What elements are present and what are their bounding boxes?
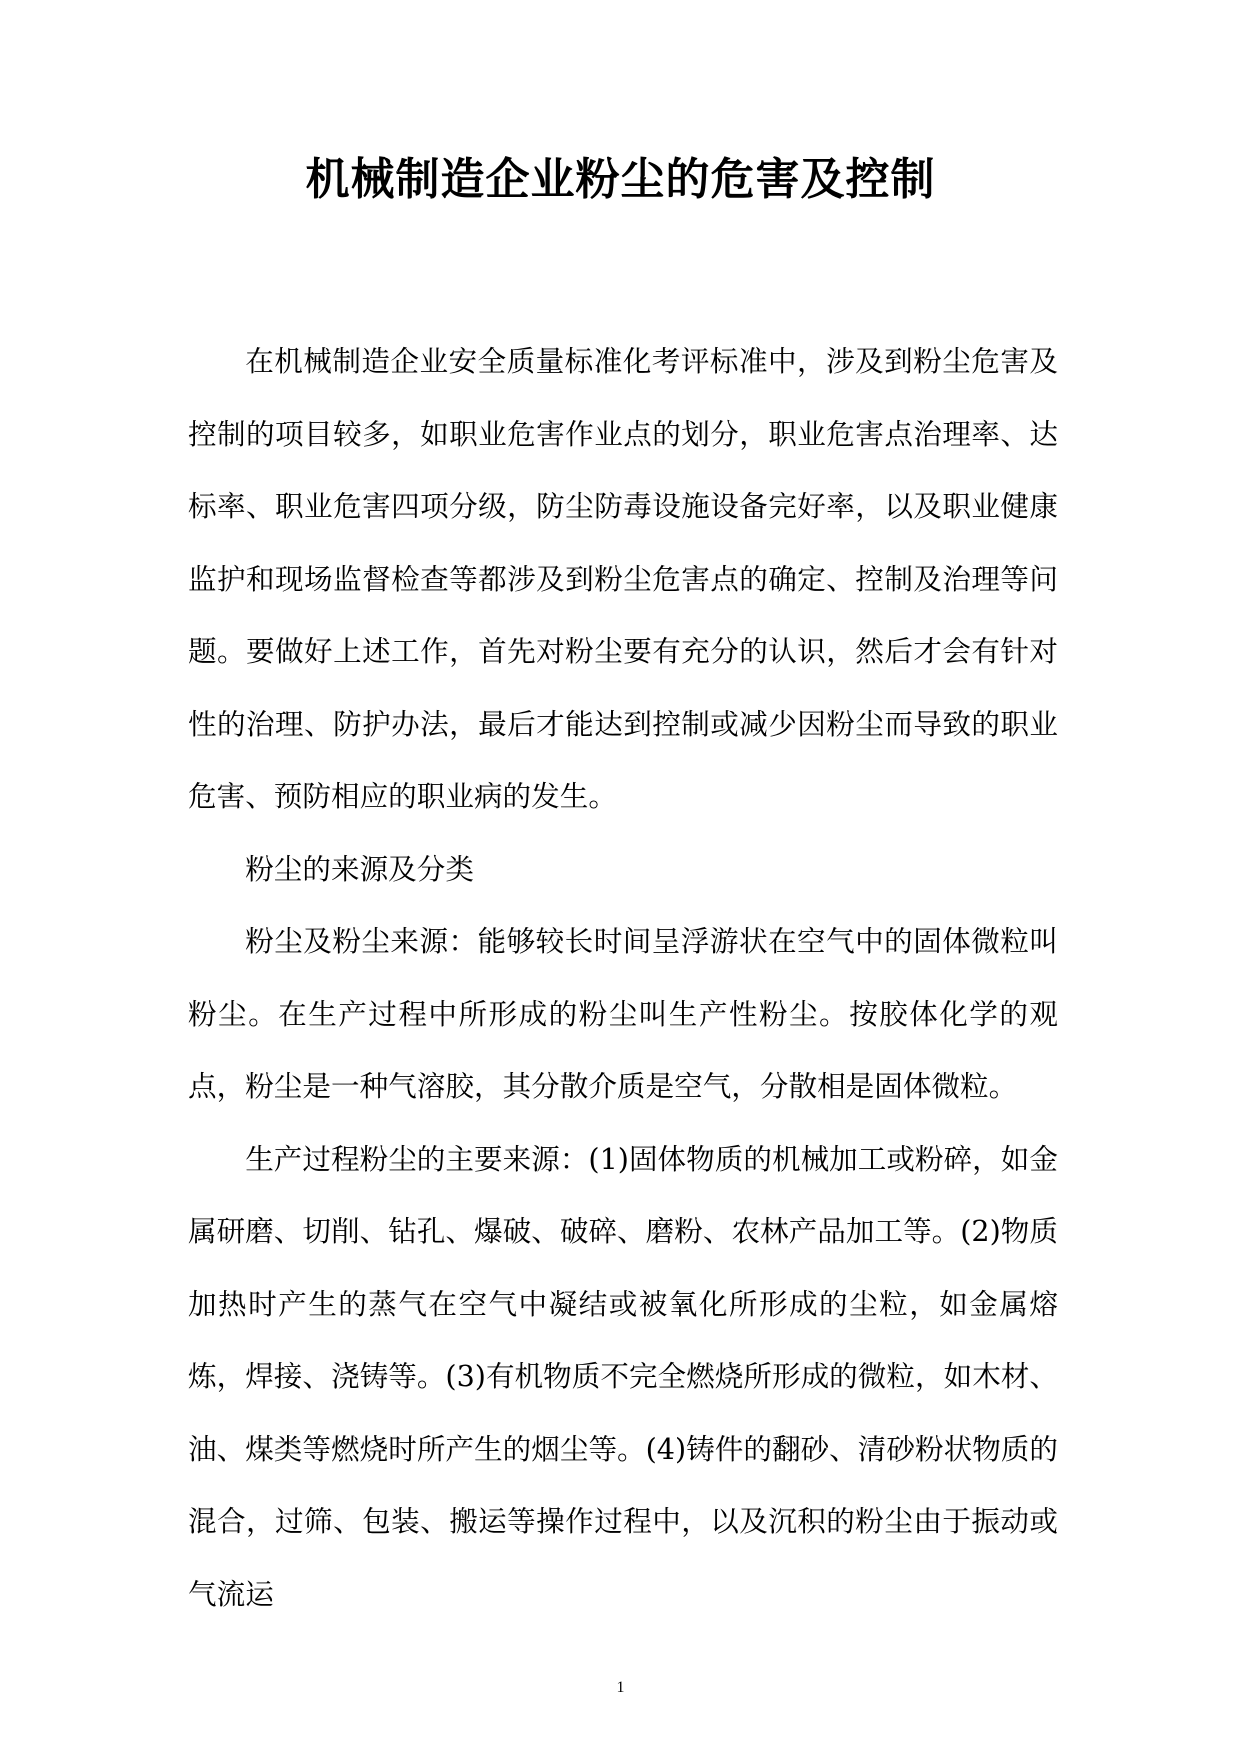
section-heading-dust-source: 粉尘的来源及分类 [245, 851, 474, 886]
paragraph-dust-definition: 粉尘及粉尘来源：能够较长时间呈浮游状在空气中的固体微粒叫粉尘。在生产过程中所形成的粉尘叫生产性粉尘。按胶体化学的观点，粉尘是一种气溶胶，其分散介质是空气，分散相是固体微粒。 [188, 924, 1058, 1103]
document-title: 机械制造企业粉尘的危害及控制 [305, 154, 936, 205]
document-body [188, 325, 1058, 1630]
paragraph-intro: 在机械制造企业安全质量标准化考评标准中，涉及到粉尘危害及控制的项目较多，如职业危害作业点的划分，职业危害点治理率、达标率、职业危害四项分级，防尘防毒设施设备完好率，以及职业健康监护和现场监督检查等都涉及到粉尘危害点的确定、控制及治理等问题。要做好上述工作，首先对粉尘要有充分的认识，然后才会有针对性的治理、防护办法，最后才能达到控制或减少因粉尘而导致的职业危害、预防相应的职业病的发生。 [188, 344, 1058, 813]
paragraph-dust-main-sources: 生产过程粉尘的主要来源：(1)固体物质的机械加工或粉碎，如金属研磨、切削、钻孔、爆破、破碎、磨粉、农林产品加工等。(2)物质加热时产生的蒸气在空气中凝结或被氧化所形成的尘粒，如金属熔炼，焊接、浇铸等。(3)有机物质不完全燃烧所形成的微粒，如木材、油、煤类等燃烧时所产生的烟尘等。(4)铸件的翻砂、清砂粉状物质的混合，过筛、包装、搬运等操作过程中，以及沉积的粉尘由于振动或气流运 [188, 1141, 1058, 1611]
page-number: 1 [616, 1679, 625, 1696]
